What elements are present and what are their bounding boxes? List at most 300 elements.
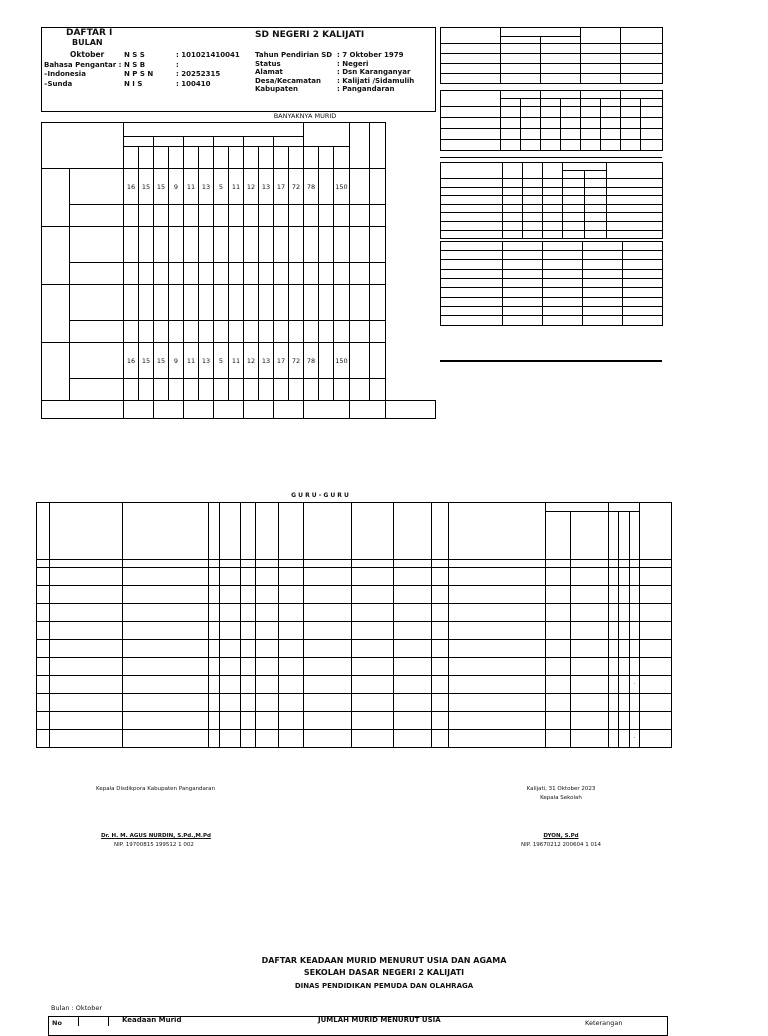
guru-anak [255,604,278,622]
tanah-cell [441,64,501,74]
f-cell [543,279,583,288]
d-cell [585,196,607,205]
murid-cell [169,321,184,343]
header-right-label: Desa/Kecamatan [255,76,321,85]
guru-sk [449,604,546,622]
bangunan-cell [561,107,581,118]
murid-sub-label [70,343,124,379]
murid-cell: 72 [289,169,304,205]
guru-izin [619,730,630,748]
murid-cell [370,169,386,205]
f-col [503,242,543,251]
murid-cell: 150 [334,169,350,205]
guru-anak [255,712,278,730]
guru-mulai [394,676,432,694]
guru-ket [640,730,672,748]
guru-sk [449,622,546,640]
bangunan-cell [581,140,601,151]
d-cell [543,213,563,222]
guru-ket [640,712,672,730]
guru-no [37,694,50,712]
guru-masa [352,694,394,712]
tanah-cell [501,54,541,64]
guru-masa [352,586,394,604]
guru-kawin [240,694,255,712]
header-right-value: : Pangandaran [337,85,395,94]
d-cell [563,196,585,205]
d-cell [585,204,607,213]
murid-cell: 16 [124,169,139,205]
guru-lain [629,622,640,640]
guru-col-num [432,560,449,568]
guru-agama [219,712,240,730]
d-cell [563,221,585,230]
guru-jabatan [303,676,351,694]
kelas-num [124,137,154,147]
f-cell [543,297,583,306]
bangunan-cell [601,118,621,129]
d-cell [503,187,523,196]
guru-rp [570,730,608,748]
d-cell [607,221,663,230]
murid-cell [289,285,304,321]
murid-row-label [42,227,70,285]
persil-head [541,37,581,44]
school-name: SD NEGERI 2 KALIJATI [255,30,365,40]
murid-cell [214,379,229,401]
murid-cell: 78 [304,343,319,379]
guru-col-num [608,560,619,568]
murid-cell: 17 [274,169,289,205]
d-sp [585,171,607,179]
murid-cell [274,285,289,321]
guru-kelas [432,658,449,676]
guru-col-num [255,560,278,568]
murid-cell: 13 [259,343,274,379]
guru-nip [123,676,209,694]
f-cell [623,279,663,288]
d-label [441,221,503,230]
d-cell [543,196,563,205]
guru-gol [545,712,570,730]
murid-cell [370,321,386,343]
guru-head [37,503,50,560]
tanah-cell [541,74,581,84]
d-cell [607,187,663,196]
murid-cell [184,227,199,263]
jumlah-pembangunan-head [370,123,386,169]
tanah-cell [501,44,541,54]
guru-name [49,730,123,748]
guru-ket [640,658,672,676]
guru-sakit [608,694,619,712]
guru-head [209,503,220,560]
lp-head [259,147,274,169]
keterangan-head [42,123,124,169]
murid-sub-label [70,227,124,263]
lp-head [289,147,304,169]
guru-jabatan [303,694,351,712]
tanah-cell [541,64,581,74]
guru-jabatan [303,586,351,604]
guru-izin [619,676,630,694]
guru-head [394,503,432,560]
murid-cell [334,321,350,343]
header-right-label: Tahun Pendirian SD [255,51,333,59]
bangunan-cell [641,129,663,140]
d-cell [607,204,663,213]
asset-table [440,162,663,239]
footer-jumlah-usia: JUMLAH MURID MENURUT USIA [318,1016,441,1024]
guru-gol [545,640,570,658]
f-col [583,242,623,251]
guru-kawin [240,604,255,622]
murid-cell [139,321,154,343]
murid-cell [244,227,259,263]
f-cell [623,288,663,297]
tanah-cell [621,64,663,74]
murid-cell [244,379,259,401]
bangunan-cell [541,140,561,151]
bangunan-cell [641,118,663,129]
tanah-cell [581,64,621,74]
guru-col-num [629,560,640,568]
bangunan-cell [501,129,521,140]
guru-anak [255,658,278,676]
guru-masa [352,604,394,622]
guru-col-num [352,560,394,568]
guru-mulai [394,712,432,730]
header-right-fields [255,51,435,94]
murid-cell [334,263,350,285]
bangunan-cell [501,118,521,129]
guru-nip [123,586,209,604]
guru-kelas [432,586,449,604]
guru-lain [629,712,640,730]
daftar-title: DAFTAR I [66,28,113,38]
d-cell [563,179,585,188]
murid-cell [229,285,244,321]
guru-no [37,658,50,676]
murid-cell [124,379,139,401]
d-tahun-head [563,163,607,171]
guru-head [123,503,209,560]
guru-gender [209,694,220,712]
murid-cell [124,321,139,343]
guru-kawin [240,730,255,748]
guru-gender [209,676,220,694]
guru-gol [545,658,570,676]
guru-ijazah [278,658,303,676]
guru-col-num [278,560,303,568]
guru-anak [255,694,278,712]
guru-agama [219,622,240,640]
murid-cell: 5 [214,169,229,205]
bangunan-cell [441,118,501,129]
guru-ijazah [278,586,303,604]
lp-head [319,147,334,169]
bahasa-2: –Sunda [44,80,73,88]
tanah-cell [581,74,621,84]
f-cell [583,306,623,315]
murid-cell [124,263,139,285]
d-cell [585,221,607,230]
guru-mulai [394,640,432,658]
guru-sk [449,640,546,658]
murid-sub-label [70,379,124,401]
bangunan-col [501,91,541,99]
murid-cell: 16 [124,343,139,379]
guru-sk [449,694,546,712]
f-cell [441,279,503,288]
guru-mulai [394,658,432,676]
murid-total-cell [274,401,304,419]
guru-gol [545,730,570,748]
murid-cell [274,263,289,285]
guru-subhead [619,512,630,560]
tanah-cell [581,54,621,64]
murid-cell [229,379,244,401]
murid-total-cell [350,401,386,419]
left-sign-nip: NIP. 19700815 199512 1 002 [114,842,194,848]
guru-rp [570,694,608,712]
tanah-cell [541,44,581,54]
lp-head [169,147,184,169]
darat-head [501,37,541,44]
footer-col-div-1 [78,1016,79,1026]
guru-nip [123,568,209,586]
gaji-head [545,503,608,512]
lp-head [274,147,289,169]
guru-name [49,676,123,694]
guru-ket [640,640,672,658]
guru-masa [352,712,394,730]
murid-cell: 15 [139,343,154,379]
murid-cell [184,379,199,401]
murid-cell [184,321,199,343]
bangunan-cell [521,140,541,151]
guru-kawin [240,568,255,586]
d-cell [607,179,663,188]
murid-cell [334,285,350,321]
guru-jabatan [303,622,351,640]
f-cell [623,251,663,260]
d-cell [607,196,663,205]
bangunan-cell [521,118,541,129]
guru-nip [123,694,209,712]
murid-cell [334,379,350,401]
f-cell [583,279,623,288]
murid-cell: 11 [229,343,244,379]
guru-lain: - [629,730,640,748]
guru-ket [640,604,672,622]
guru-sk [449,568,546,586]
lp-head [244,147,259,169]
bangunan-cell [561,118,581,129]
guru-jabatan [303,730,351,748]
guru-anak [255,586,278,604]
luasnya-head [501,28,581,37]
murid-cell [370,205,386,227]
murid-cell [124,285,139,321]
d-blank [441,163,503,179]
lp-blank [334,147,350,169]
guru-rp [570,622,608,640]
guru-agama [219,586,240,604]
murid-cell [169,285,184,321]
header-left-value: : 20252315 [176,70,221,78]
tanah-cell [441,44,501,54]
d-label [441,179,503,188]
guru-lain [629,640,640,658]
guru-no [37,712,50,730]
guru-subhead [545,512,570,560]
murid-cell [139,263,154,285]
tanah-cell [621,54,663,64]
guru-gol [545,586,570,604]
footer-title-2: SEKOLAH DASAR NEGERI 2 KALIJATI [303,968,465,977]
footer-keadaan: Keadaan Murid [122,1016,182,1024]
murid-cell [199,379,214,401]
header-right-value: : Negeri [337,59,369,68]
d-col [543,163,563,179]
murid-cell [214,285,229,321]
murid-total-cell [304,401,350,419]
guru-col-num [640,560,672,568]
bangunan-cell [501,140,521,151]
kelas-num [184,137,214,147]
guru-sk [449,730,546,748]
d-label [441,204,503,213]
left-sign-title: Kepala Disdikpora Kabupaten Pangandaran [96,786,216,792]
murid-cell [139,227,154,263]
guru-rp [570,568,608,586]
murid-cell [289,227,304,263]
footer-keterangan: Keterangan [585,1019,623,1027]
bangunan-col [621,91,663,99]
d-cell [543,230,563,239]
guru-no [37,622,50,640]
murid-cell [274,321,289,343]
murid-cell [244,285,259,321]
guru-no [37,568,50,586]
guru-kelas [432,640,449,658]
guru-masa [352,676,394,694]
f-cell [441,288,503,297]
guru-mulai [394,604,432,622]
tanah-cell [441,74,501,84]
right-sign-nip: NIP. 19670212 200604 1 014 [521,842,601,848]
murid-cell [350,263,370,285]
guru-jabatan [303,568,351,586]
d-label [441,230,503,239]
d-cell [585,213,607,222]
footer-col-div-2 [108,1016,109,1026]
bangunan-cell [641,140,663,151]
guru-sakit [608,568,619,586]
murid-cell [319,343,334,379]
murid-cell [229,227,244,263]
murid-cell: 78 [304,169,319,205]
murid-cell: 9 [169,169,184,205]
guru-masa [352,640,394,658]
d-cell [543,179,563,188]
guru-gol [545,694,570,712]
murid-cell [154,285,169,321]
guru-subhead [608,512,619,560]
f-col [623,242,663,251]
d-cell [503,230,523,239]
guru-kawin [240,676,255,694]
header-right-label: Kabupaten [255,85,298,94]
guru-subhead [629,512,640,560]
guru-sakit [608,730,619,748]
jumlah-head [304,123,350,147]
f-cell [503,251,543,260]
bgn-head [581,99,601,107]
lp-head [139,147,154,169]
guru-masa [352,658,394,676]
guru-izin [619,694,630,712]
guru-jabatan [303,712,351,730]
guru-ijazah [278,568,303,586]
guru-col-num [303,560,351,568]
murid-cell [139,379,154,401]
murid-total-cell [154,401,184,419]
lp-head [124,147,139,169]
kelas-head [124,123,304,137]
guru-gol [545,568,570,586]
murid-cell: 15 [154,169,169,205]
sewa-line [440,157,662,160]
f-cell [623,260,663,269]
murid-cell: 5 [214,343,229,379]
murid-cell [319,285,334,321]
bahasa-1: –Indonesia [44,70,86,78]
guru-nip [123,658,209,676]
guru-kawin [240,712,255,730]
guru-sakit [608,658,619,676]
guru-kelas [432,712,449,730]
murid-cell [289,205,304,227]
murid-cell [214,227,229,263]
d-cell [503,179,523,188]
guru-col-num [123,560,209,568]
guru-ijazah [278,730,303,748]
kelas-num [154,137,184,147]
guru-col-num [209,560,220,568]
bangunan-cell [541,129,561,140]
bangunan-cell [441,129,501,140]
guru-lain [629,658,640,676]
guru-izin [619,640,630,658]
asset-table [440,241,663,325]
murid-cell [274,379,289,401]
murid-cell [184,263,199,285]
murid-cell: 13 [259,169,274,205]
tanah-cell [501,74,541,84]
f-cell [583,297,623,306]
guru-no [37,586,50,604]
murid-cell [244,205,259,227]
murid-cell [319,379,334,401]
d-cell [563,187,585,196]
d-cell [523,204,543,213]
guru-anak [255,676,278,694]
guru-gender [209,622,220,640]
tanah-cell [501,64,541,74]
guru-rp [570,640,608,658]
